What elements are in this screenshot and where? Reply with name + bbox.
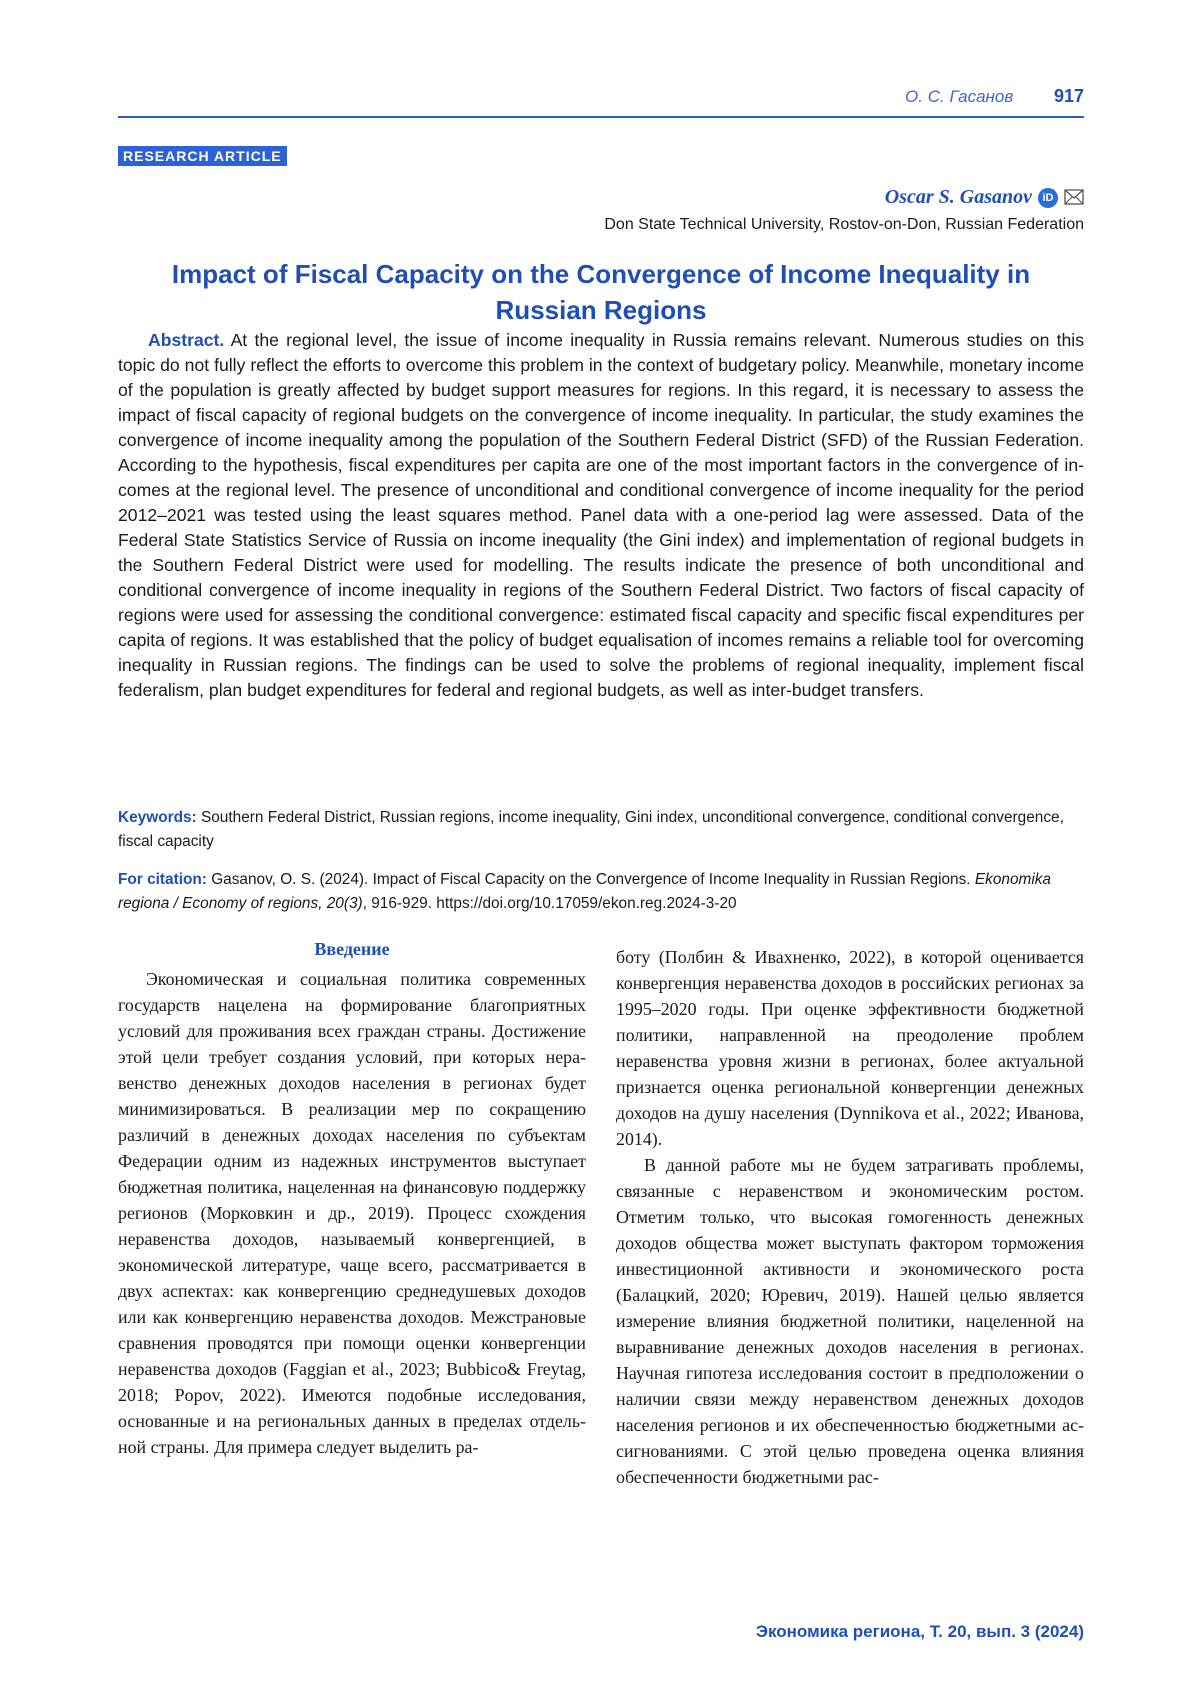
mail-icon[interactable] — [1064, 189, 1084, 210]
citation-doi[interactable]: , 916-929. https://doi.org/10.17059/ekon.reg.2024-3-20 — [362, 895, 737, 912]
page-number: 917 — [1053, 86, 1084, 106]
keywords — [118, 806, 1084, 854]
body-paragraph: В данной работе мы не будем затрагивать проблемы, связанные с неравенством и экономическим ростом. Отметим только, что высокая гомогенность денежных доходов общества может выступать фактором торможения инвестиционной активности и экономического роста (Балацкий, 2020; Юревич, 2019). Нашей целью является измерение влияния бюджетной политики, нацеленной на выравнивание денежных доходов населения в регионах. Научная гипотеза исследования состоит в предположении о наличии связи между неравенством денежных доходов населения регионов и их обеспеченностью бюджетными ассигнованиями. С этой целью проведена оценка влияния обеспеченности бюджетными рас- — [616, 1155, 1084, 1487]
citation — [118, 868, 1084, 916]
abstract-label: Abstract. — [148, 330, 225, 350]
citation-text: Gasanov, O. S. (2024). Impact of Fiscal Capacity on the Convergence of Income Inequality in Russian Regions. — [211, 871, 971, 888]
keywords-label: Keywords: — [118, 809, 197, 826]
abstract — [118, 328, 1084, 703]
citation-journal: Ekonomika regiona / Economy of regions, 20(3) — [118, 871, 1051, 912]
article-type-badge: RESEARCH ARTICLE — [118, 146, 287, 166]
citation-label: For citation: — [118, 871, 207, 888]
author-affiliation: Don State Technical University, Rostov-on-Don, Russian Federation — [604, 216, 1084, 233]
header-right — [905, 86, 1084, 107]
abstract-text: At the regional level, the issue of income inequality in Russia remains relevant. Numerous studies on this topic do not fully reflect the efforts to overcome this problem in the context of budgetary policy. Meanwhile, monetary income of the population is greatly affected by budget support measures for regions. In this regard, it is necessary to assess the impact of fiscal capacity of regional budgets on the convergence of income inequality. In particular, the study examines the convergence of income inequality among the population of the Southern Federal District (SFD) of the Russian Federation. According to the hypothesis, fiscal expenditures per capita are one of the most important factors in the convergence of incomes at the regional level. The presence of unconditional and conditional convergence of income inequality for the period 2012–2021 was tested using the least squares method. Panel data with a one-period lag were assessed. Data of the Federal State Statistics Service of Russia on income inequality (the Gini index) and implementation of regional budgets in the Southern Federal District were used for modelling. The results indicate the presence of both unconditional and conditional convergence of income inequality in regions of the Southern Federal District. Two factors of fiscal capacity of regions were used for assessing the conditional convergence: estimated fiscal capacity and specific fiscal expenditures per capita of regions. It was established that the policy of budget equalisation of incomes remains a reliable tool for overcoming inequality in Russian regions. The findings can be used to solve the problems of regional inequality, implement fiscal federalism, plan budget expenditures for federal and regional budgets, as well as inter-budget transfers. — [118, 330, 1085, 700]
running-author: О. С. Гасанов — [905, 87, 1014, 106]
journal-footer: Экономика региона, Т. 20, вып. 3 (2024) — [755, 1622, 1084, 1641]
running-header — [118, 86, 1084, 118]
section-title: Введение — [314, 939, 390, 959]
author-name: Oscar S. Gasanov — [884, 186, 1032, 208]
body-paragraph: Экономическая и социальная политика современных государств нацелена на формирование благоприятных условий для проживания всех граждан страны. Достижение этой цели требует создания условий, при которых неравенство денежных доходов населения в регионах будет минимизироваться. В реализации мер по сокращению различий в денежных доходах населения по субъектам Федерации одним из надежных инструментов выступает бюджетная политика, нацеленная на финансовую поддержку регионов (Морковкин и др., 2019). Процесс схождения неравенства доходов, называемый конвергенцией, в экономической литературе, чаще всего, рассматривается в двух аспектах: как конвергенцию среднедушевых доходов или как конвергенцию неравенства доходов. Межстрановые сравнения проводятся при помощи оценки конвергенции неравенства доходов (Faggian et al., 2023; Bubbico& Freytag, 2018; Popov, 2022). Имеются подобные исследования, основанные и на региональных данных в пределах отдельной страны. Для примера следует выделить ра- — [118, 969, 586, 1457]
orcid-icon[interactable]: iD — [1038, 188, 1058, 208]
keywords-text: Southern Federal District, Russian regions, income inequality, Gini index, unconditional convergence, conditional convergence, fiscal capacity — [118, 809, 1064, 850]
article-title: Impact of Fiscal Capacity on the Convergence of Income Inequality in Russian Regions — [171, 259, 1031, 325]
author-block — [604, 186, 1084, 234]
body-paragraph: боту (Полбин & Ивахненко, 2022), в которой оценивается конвергенция неравенства доходов в российских регионах за 1995–2020 годы. При оценке эффективности бюджетной политики, направленной на преодоление проблем неравенства уровня жизни в регионах, более актуальной признается оценка региональной конвергенции денежных доходов на душу населения (Dynnikova et al., 2022; Иванова, 2014). — [616, 947, 1084, 1149]
body-column-right — [616, 944, 1084, 1490]
body-column-left — [118, 936, 586, 1460]
